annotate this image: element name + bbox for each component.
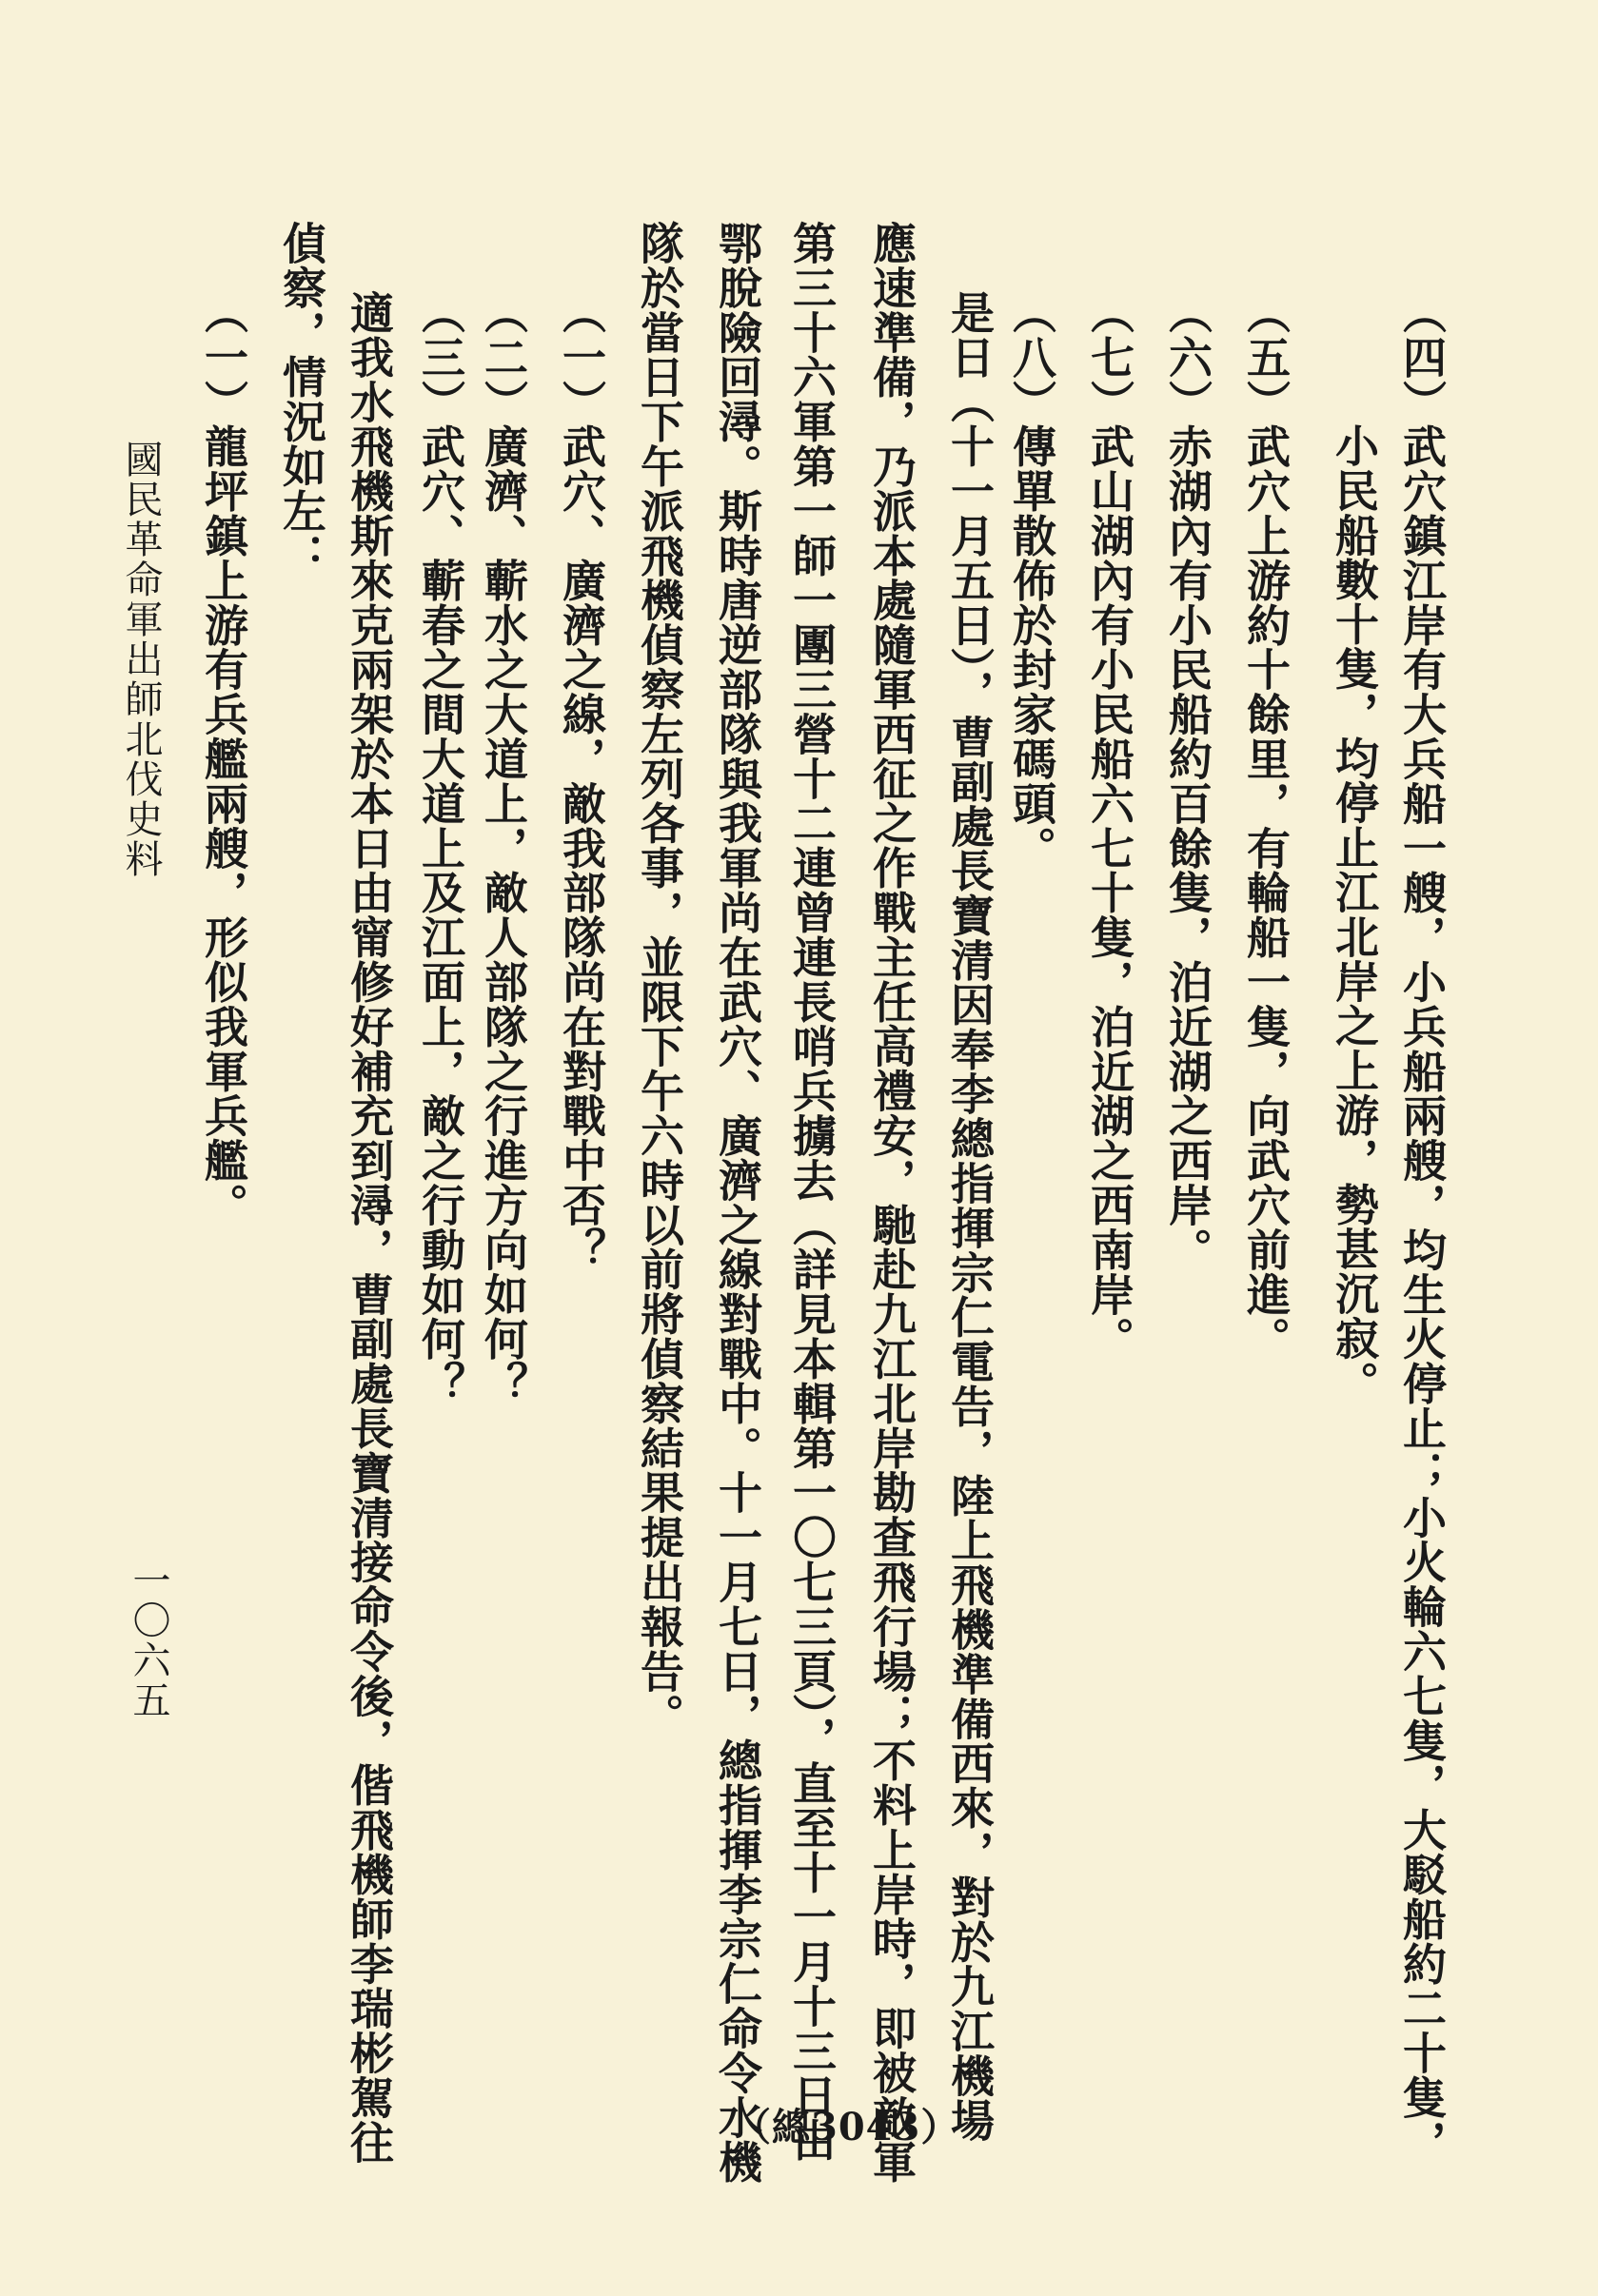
text-column-1: （四）武穴鎮江岸有大兵船一艘，小兵船兩艘，均生火停止；小火輪六七隻，大駁船約二十隻， [1396, 290, 1448, 2165]
total-page-number: （總3043） [733, 2105, 960, 2149]
text-column-12: （一）武穴、廣濟之線，敵我部隊尚在對戰中否？ [556, 290, 607, 1272]
text-column-5: （七）武山湖內有小民船六七十隻，泊近湖之西南岸。 [1084, 290, 1135, 1362]
text-column-4: （六）赤湖內有小民船約百餘隻，泊近湖之西岸。 [1162, 290, 1213, 1272]
text-column-3: （五）武穴上游約十餘里，有輪船一隻，向武穴前進。 [1240, 290, 1292, 1362]
text-column-9: 第三十六軍第一師一團三營十二連曾連長哨兵擄去（詳見本輯第一〇七三頁），直至十一月十三日由 [786, 221, 838, 2163]
text-column-16: 偵察，情況如左： [276, 221, 327, 579]
text-column-15: 適我水飛機斯來克兩架於本日由甯修好補充到潯，曹副處長寶清接命令後，偕飛機師李瑞彬駕往 [344, 290, 395, 2165]
page-number: 一〇六五 [127, 1560, 170, 1720]
text-column-13: （二）廣濟、蘄水之大道上，敵人部隊之行進方向如何？ [478, 290, 529, 1406]
text-column-10: 鄂脫險回潯。斯時唐逆部隊與我軍尚在武穴、廣濟之線對戰中。十一月七日，總指揮李宗仁命令水機 [712, 221, 763, 2185]
book-title: 國民革命軍出師北伐史料 [119, 440, 163, 879]
text-column-7: 是日（十一月五日），曹副處長寶清因奉李總指揮宗仁電告，陸上飛機準備西來，對於九江機場 [944, 290, 996, 2143]
text-column-14: （三）武穴、蘄春之間大道上及江面上，敵之行動如何？ [415, 290, 466, 1406]
text-column-6: （八）傳單散佈於封家碼頭。 [1006, 290, 1057, 871]
text-column-11: 隊於當日下午派飛機偵察左列各事，並限下午六時以前將偵察結果提出報告。 [634, 221, 685, 1738]
text-column-17: （一）龍坪鎮上游有兵艦兩艘，形似我軍兵艦。 [198, 290, 249, 1227]
text-column-2: 小民船數十隻，均停止江北岸之上游，勢甚沉寂。 [1329, 423, 1380, 1405]
text-column-8: 應速準備，乃派本處隨軍西征之作戰主任高禮安，馳赴九江北岸勘查飛行場；不料上岸時，即被敵軍 [866, 221, 917, 2185]
